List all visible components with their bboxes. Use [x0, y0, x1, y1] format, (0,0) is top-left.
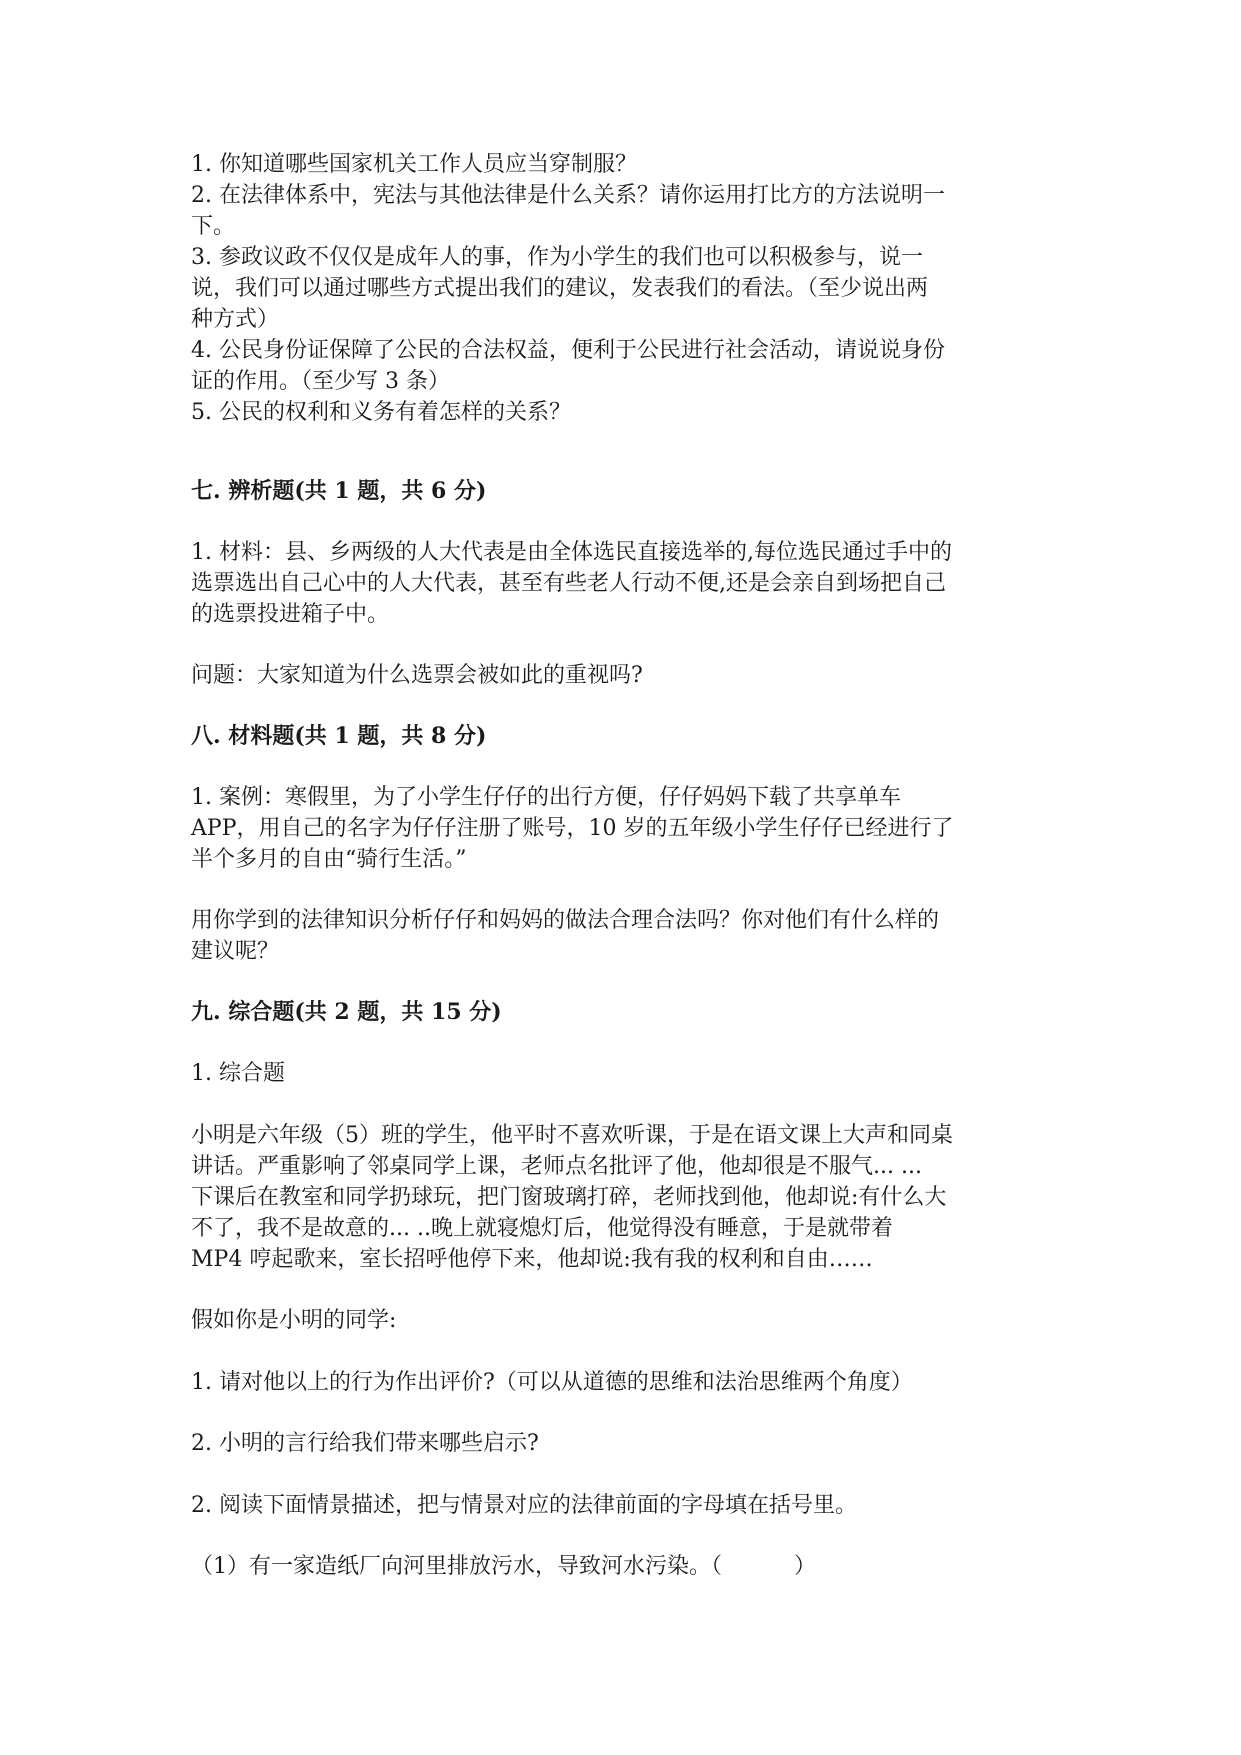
- case-question-line-1: 用你学到的法律知识分析仔仔和妈妈的做法合理合法吗？你对他们有什么样的: [191, 908, 940, 933]
- material-line-3: 的选票投进箱子中。: [191, 602, 390, 627]
- question-3-line-3: 种方式）: [191, 307, 280, 332]
- case-line-3: 半个多月的自由“骑行生活。”: [191, 847, 467, 872]
- item-2-title: 2. 阅读下面情景描述，把与情景对应的法律前面的字母填在括号里。: [191, 1493, 857, 1518]
- question-2-line-2: 下。: [191, 214, 236, 239]
- question-list: [191, 149, 1071, 428]
- story-line-1: 小明是六年级（5）班的学生，他平时不喜欢听课，于是在语文课上大声和同桌: [191, 1123, 953, 1148]
- case-line-2: APP，用自己的名字为仔仔注册了账号，10 岁的五年级小学生仔仔已经进行了: [191, 816, 954, 841]
- item-2-scenario-1: [191, 1551, 1071, 1582]
- section-8-question: [191, 905, 1071, 967]
- question-3-line-2: 说，我们可以通过哪些方式提出我们的建议，发表我们的看法。（至少说出两: [191, 276, 929, 301]
- story-line-3: 下课后在教室和同学扔球玩，把门窗玻璃打碎，老师找到他，他却说:有什么大: [191, 1185, 947, 1210]
- question-4-line-2: 证的作用。（至少写 3 条）: [191, 369, 450, 394]
- story-line-4: 不了，我不是故意的... ..晚上就寝熄灯后，他觉得没有睡意，于是就带着: [191, 1216, 893, 1241]
- question-4-line-1: 4. 公民身份证保障了公民的合法权益，便利于公民进行社会活动，请说说身份: [191, 338, 945, 363]
- section-7-material: [191, 537, 1071, 630]
- case-question-line-2: 建议呢？: [191, 939, 280, 964]
- story-line-5: MP4 哼起歌来，室长招呼他停下来，他却说:我有我的权利和自由……: [191, 1247, 873, 1272]
- sub-question-2: 2. 小明的言行给我们带来哪些启示?: [191, 1431, 539, 1456]
- sub-question-1: 1. 请对他以上的行为作出评价?（可以从道德的思维和法治思维两个角度）: [191, 1370, 913, 1395]
- question-1: 1. 你知道哪些国家机关工作人员应当穿制服？: [191, 152, 637, 177]
- section-8-heading: 八. 材料题(共 1 题，共 8 分): [191, 723, 487, 749]
- story-line-2: 讲话。严重影响了邻桌同学上课，老师点名批评了他，他却很是不服气... ...: [191, 1154, 922, 1179]
- question-5: 5. 公民的权利和义务有着怎样的关系？: [191, 400, 571, 425]
- question-2-line-1: 2. 在法律体系中，宪法与其他法律是什么关系？请你运用打比方的方法说明一: [191, 183, 945, 208]
- case-line-1: 1. 案例：寒假里，为了小学生仔仔的出行方便，仔仔妈妈下载了共享单车: [191, 785, 901, 810]
- section-7-heading: 七. 辨析题(共 1 题，共 6 分): [191, 478, 487, 504]
- item-1-title: 1. 综合题: [191, 1061, 285, 1086]
- scenario-1-close-paren: ）: [794, 1554, 817, 1579]
- section-7-question: 问题：大家知道为什么选票会被如此的重视吗?: [191, 663, 643, 688]
- story-prompt: 假如你是小明的同学:: [191, 1308, 397, 1333]
- section-8-case: [191, 782, 1071, 875]
- section-9-heading: 九. 综合题(共 2 题，共 15 分): [191, 999, 502, 1025]
- story-paragraph: [191, 1120, 1071, 1275]
- scenario-1-text: （1）有一家造纸厂向河里排放污水，导致河水污染。（: [191, 1554, 722, 1579]
- question-3-line-1: 3. 参政议政不仅仅是成年人的事，作为小学生的我们也可以积极参与，说一: [191, 245, 923, 270]
- material-line-2: 选票选出自己心中的人大代表，甚至有些老人行动不便,还是会亲自到场把自己: [191, 571, 946, 596]
- material-line-1: 1. 材料：县、乡两级的人大代表是由全体选民直接选举的,每位选民通过手中的: [191, 540, 952, 565]
